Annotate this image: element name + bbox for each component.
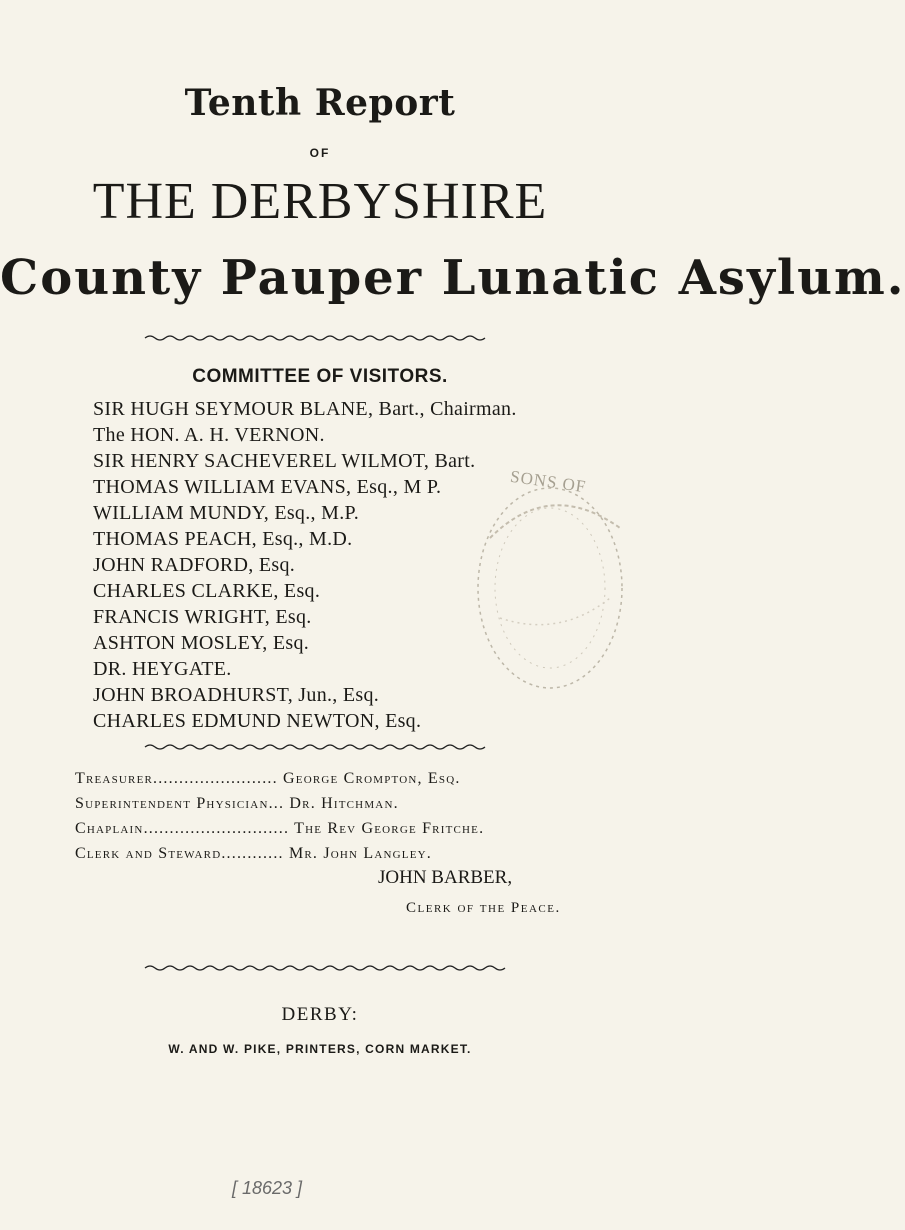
officer-row xyxy=(75,795,399,813)
committee-member: JOHN RADFORD, Esq. xyxy=(93,554,296,576)
officer-role: Clerk and Steward xyxy=(75,845,222,862)
officer-role: Superintendent Physician xyxy=(75,795,269,812)
county-title-line: THE DERBYSHIRE xyxy=(92,173,548,230)
clerk-title: Clerk of the Peace. xyxy=(406,900,561,916)
clerk-name: JOHN BARBER, xyxy=(378,867,513,888)
leader-dots: ............ xyxy=(221,845,284,862)
committee-member: JOHN BROADHURST, Jun., Esq. xyxy=(93,684,380,706)
committee-member: THOMAS WILLIAM EVANS, Esq., M P. xyxy=(93,476,442,498)
ornamental-rule-middle xyxy=(145,743,485,751)
committee-heading: COMMITTEE OF VISITORS. xyxy=(192,366,448,387)
committee-member: WILLIAM MUNDY, Esq., M.P. xyxy=(93,502,360,524)
ornamental-rule-top xyxy=(145,334,485,342)
title-of-word: OF xyxy=(309,146,331,160)
officer-role: Chaplain xyxy=(75,820,144,837)
committee-member: SIR HUGH SEYMOUR BLANE, Bart., Chairman. xyxy=(93,398,517,420)
committee-member: DR. HEYGATE. xyxy=(93,658,232,680)
leader-dots: ........................ xyxy=(153,770,278,787)
ornamental-rule-bottom xyxy=(145,964,505,972)
committee-member: ASHTON MOSLEY, Esq. xyxy=(93,632,310,654)
committee-member: SIR HENRY SACHEVEREL WILMOT, Bart. xyxy=(93,450,476,472)
committee-member: CHARLES CLARKE, Esq. xyxy=(93,580,321,602)
officer-row xyxy=(75,820,484,838)
leader-dots: ............................ xyxy=(143,820,290,837)
library-stamp xyxy=(470,468,640,698)
officer-role: Treasurer xyxy=(75,770,154,787)
report-title-line: Tenth Report xyxy=(184,82,456,124)
officer-name: Mr. John Langley. xyxy=(288,845,432,862)
officer-name: Dr. Hitchman. xyxy=(289,795,399,812)
committee-member: The HON. A. H. VERNON. xyxy=(93,424,325,446)
shelfmark: [ 18623 ] xyxy=(232,1178,303,1198)
committee-member: THOMAS PEACH, Esq., M.D. xyxy=(93,528,353,550)
officer-name: The Rev George Fritche. xyxy=(294,820,485,837)
leader-dots: ... xyxy=(268,795,285,812)
imprint-place: DERBY: xyxy=(281,1004,359,1025)
stamp-text: SONS OF xyxy=(509,466,588,497)
imprint-printers: W. AND W. PIKE, PRINTERS, CORN MARKET. xyxy=(168,1042,472,1056)
officer-name: George Crompton, Esq. xyxy=(283,770,461,787)
officer-row xyxy=(75,770,461,788)
committee-member: FRANCIS WRIGHT, Esq. xyxy=(93,606,312,628)
committee-member: CHARLES EDMUND NEWTON, Esq. xyxy=(93,710,422,732)
asylum-title-line: County Pauper Lunatic Asylum. xyxy=(0,250,905,306)
officer-row xyxy=(75,845,432,863)
